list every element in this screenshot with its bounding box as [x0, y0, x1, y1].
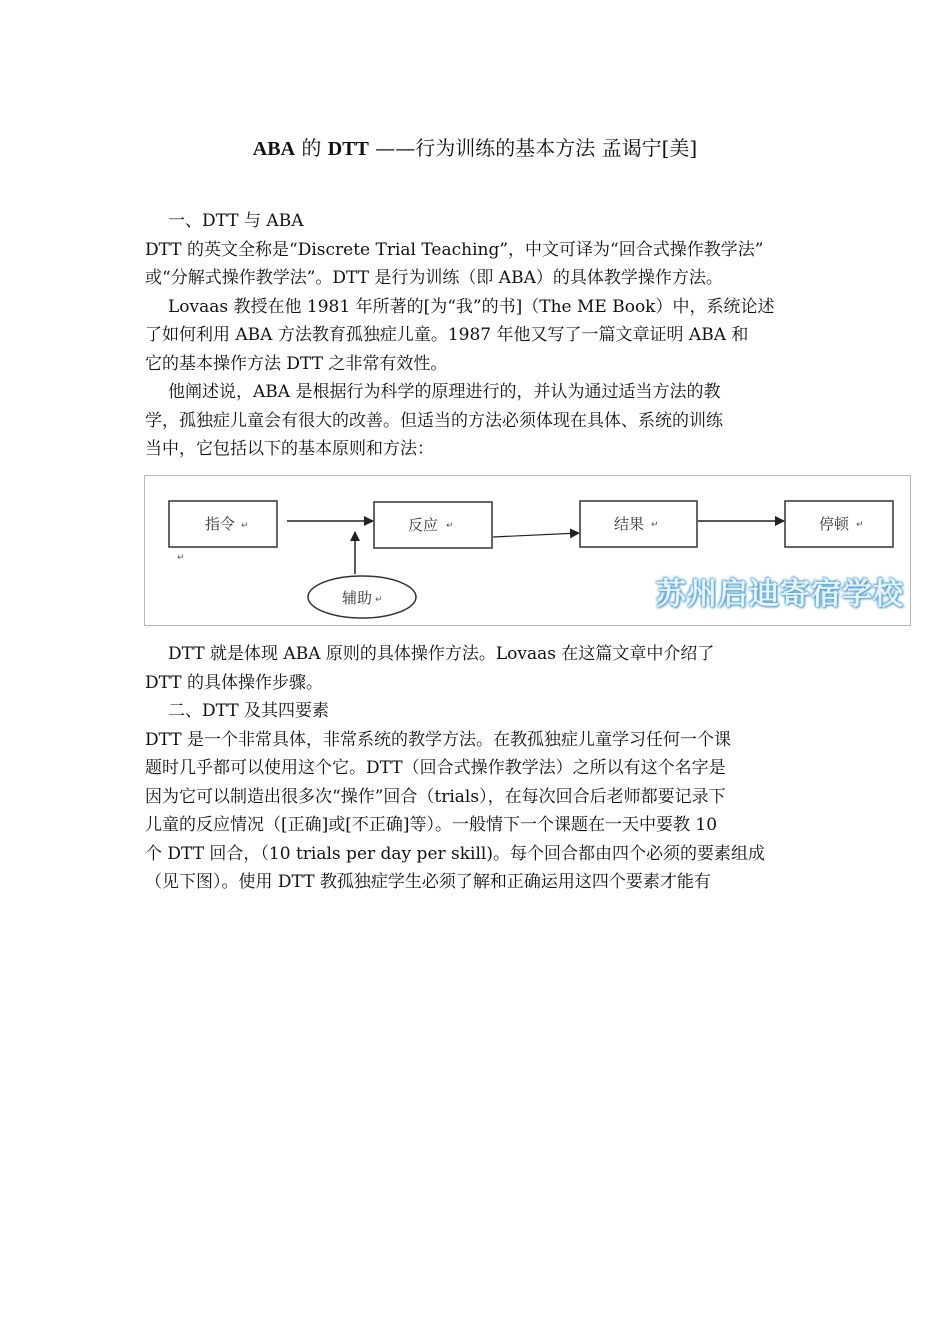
dtt-flow-diagram — [144, 475, 911, 626]
node-instruction-label: 指令 — [205, 515, 236, 533]
title-de: 的 — [295, 136, 328, 160]
title-dtt: DTT — [327, 138, 369, 160]
paragraph-line: （见下图）。使用 DTT 教孤独症学生必须了解和正确运用这四个要素才能有 — [145, 872, 711, 892]
paragraph-line: 或“分解式操作教学法”。DTT 是行为训练（即 ABA）的具体教学操作方法。 — [145, 268, 723, 288]
section-one-text — [145, 207, 810, 464]
return-mark: ↵ — [651, 520, 659, 530]
return-mark: ↵ — [856, 520, 864, 530]
node-response-label: 反应 — [408, 516, 439, 534]
return-mark: ↵ — [446, 521, 454, 531]
paragraph-line: 了如何利用 ABA 方法教育孤独症儿童。1987 年他又写了一篇文章证明 ABA 和 — [145, 325, 749, 345]
paragraph-line: 学，孤独症儿童会有很大的改善。但适当的方法必须体现在具体、系统的训练 — [145, 410, 723, 431]
paragraph-line: DTT 的英文全称是“Discrete Trial Teaching”，中文可译为“回合式操作教学法” — [145, 239, 764, 260]
paragraph-line: DTT 是一个非常具体，非常系统的教学方法。在教孤独症儿童学习任何一个课 — [145, 729, 732, 750]
watermark-logo: 苏州启迪寄宿学校 — [656, 577, 904, 612]
node-pause-label: 停顿 — [819, 515, 850, 533]
return-mark: ↵ — [241, 521, 249, 531]
section-heading: 一、DTT 与 ABA — [168, 211, 304, 231]
section-heading: 二、DTT 及其四要素 — [168, 701, 330, 721]
node-assist-label: 辅助 — [342, 589, 373, 607]
node-result-label: 结果 — [614, 515, 645, 533]
paragraph-line: 当中，它包括以下的基本原则和方法： — [145, 439, 434, 459]
paragraph-line: 因为它可以制造出很多次“操作”回合（trials），在每次回合后老师都要记录下 — [145, 786, 726, 807]
title-rest: ——行为训练的基本方法 孟谒宁[美] — [368, 136, 698, 160]
paragraph-line: 题时几乎都可以使用这个它。DTT（回合式操作教学法）之所以有这个名字是 — [145, 758, 726, 778]
paragraph-line: 儿童的反应情况（[正确]或[不正确]等）。一般情下一个课题在一天中要教 10 — [145, 815, 718, 835]
paragraph-line: DTT 就是体现 ABA 原则的具体操作方法。Lovaas 在这篇文章中介绍了 — [168, 644, 715, 664]
return-mark: ↵ — [177, 553, 185, 563]
return-mark: ↵ — [375, 595, 383, 605]
arrow-response-to-result — [493, 533, 579, 537]
document-title — [0, 134, 950, 163]
paragraph-line: 个 DTT 回合，（10 trials per day per skill)。每个回合都由四个必须的要素组成 — [145, 843, 766, 864]
section-two-text — [145, 640, 810, 897]
paragraph-line: 它的基本操作方法 DTT 之非常有效性。 — [145, 353, 448, 374]
paragraph-line: Lovaas 教授在他 1981 年所著的[为“我”的书]（The ME Book）中，系统论述 — [168, 296, 775, 317]
paragraph-line: DTT 的具体操作步骤。 — [145, 672, 324, 693]
title-aba: ABA — [252, 138, 296, 160]
paragraph-line: 他阐述说，ABA 是根据行为科学的原理进行的，并认为通过适当方法的教 — [168, 382, 721, 402]
